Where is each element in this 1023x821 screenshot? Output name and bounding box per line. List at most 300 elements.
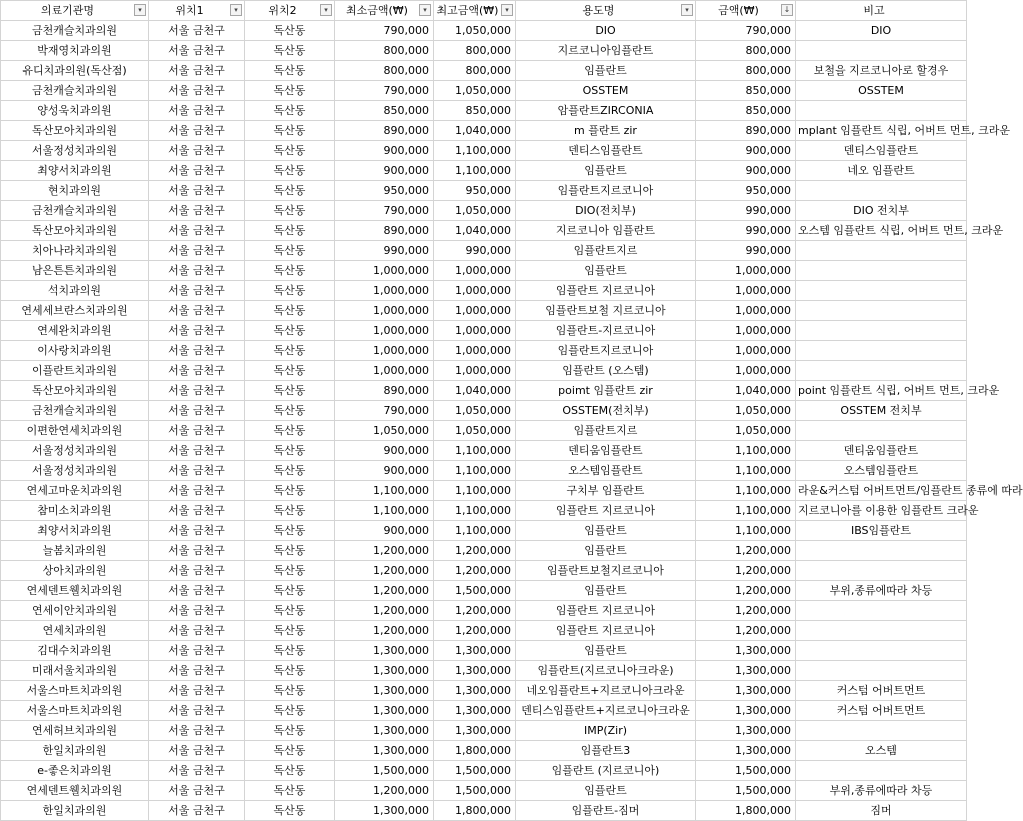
cell-institution[interactable]: 김대수치과의원 (1, 641, 149, 661)
cell-location1[interactable]: 서울 금천구 (149, 641, 245, 661)
cell-price[interactable]: 1,500,000 (696, 761, 796, 781)
cell-location1[interactable]: 서울 금천구 (149, 41, 245, 61)
cell-institution[interactable]: 이편한연세치과의원 (1, 421, 149, 441)
cell-usage[interactable]: 임플란트 (516, 61, 696, 81)
cell-usage[interactable]: 지르코니아임플란트 (516, 41, 696, 61)
cell-min-price[interactable]: 1,300,000 (335, 801, 434, 821)
cell-price[interactable]: 1,040,000 (696, 381, 796, 401)
cell-location1[interactable]: 서울 금천구 (149, 461, 245, 481)
cell-max-price[interactable]: 1,100,000 (434, 441, 516, 461)
cell-location1[interactable]: 서울 금천구 (149, 441, 245, 461)
cell-note[interactable]: DIO 전치부 (796, 201, 967, 221)
cell-min-price[interactable]: 890,000 (335, 381, 434, 401)
cell-max-price[interactable]: 850,000 (434, 101, 516, 121)
cell-location1[interactable]: 서울 금천구 (149, 501, 245, 521)
cell-note[interactable] (796, 301, 967, 321)
cell-institution[interactable]: 석치과의원 (1, 281, 149, 301)
cell-usage[interactable]: 구치부 임플란트 (516, 481, 696, 501)
cell-note[interactable]: 오스템 (796, 741, 967, 761)
cell-min-price[interactable]: 990,000 (335, 241, 434, 261)
cell-price[interactable]: 1,200,000 (696, 581, 796, 601)
cell-price[interactable]: 990,000 (696, 201, 796, 221)
cell-usage[interactable]: 임플란트 (지르코니아) (516, 761, 696, 781)
cell-institution[interactable]: 연세덴트웰치과의원 (1, 781, 149, 801)
cell-usage[interactable]: 임플란트 지르코니아 (516, 621, 696, 641)
cell-price[interactable]: 1,050,000 (696, 401, 796, 421)
filter-dropdown-icon[interactable]: ▾ (419, 4, 431, 16)
cell-min-price[interactable]: 1,000,000 (335, 281, 434, 301)
cell-min-price[interactable]: 1,000,000 (335, 361, 434, 381)
cell-location2[interactable]: 독산동 (245, 761, 335, 781)
cell-min-price[interactable]: 1,000,000 (335, 341, 434, 361)
cell-location2[interactable]: 독산동 (245, 621, 335, 641)
cell-max-price[interactable]: 1,050,000 (434, 81, 516, 101)
cell-price[interactable]: 850,000 (696, 101, 796, 121)
cell-min-price[interactable]: 890,000 (335, 121, 434, 141)
cell-max-price[interactable]: 1,000,000 (434, 261, 516, 281)
cell-max-price[interactable]: 800,000 (434, 41, 516, 61)
cell-location2[interactable]: 독산동 (245, 201, 335, 221)
cell-max-price[interactable]: 1,200,000 (434, 561, 516, 581)
cell-institution[interactable]: 금천캐슬치과의원 (1, 81, 149, 101)
cell-max-price[interactable]: 1,100,000 (434, 521, 516, 541)
cell-note[interactable] (796, 361, 967, 381)
cell-min-price[interactable]: 790,000 (335, 201, 434, 221)
cell-institution[interactable]: 늘봄치과의원 (1, 541, 149, 561)
cell-institution[interactable]: 서울정성치과의원 (1, 461, 149, 481)
cell-min-price[interactable]: 1,200,000 (335, 561, 434, 581)
cell-usage[interactable]: DIO(전치부) (516, 201, 696, 221)
cell-location2[interactable]: 독산동 (245, 221, 335, 241)
cell-price[interactable]: 1,300,000 (696, 701, 796, 721)
cell-usage[interactable]: 임플란트(지르코니아크라운) (516, 661, 696, 681)
cell-max-price[interactable]: 1,040,000 (434, 381, 516, 401)
cell-note[interactable]: OSSTEM 전치부 (796, 401, 967, 421)
cell-location2[interactable]: 독산동 (245, 361, 335, 381)
cell-price[interactable]: 1,200,000 (696, 601, 796, 621)
cell-location2[interactable]: 독산동 (245, 61, 335, 81)
cell-max-price[interactable]: 800,000 (434, 61, 516, 81)
cell-price[interactable]: 790,000 (696, 21, 796, 41)
cell-usage[interactable]: poimt 임플란트 zir (516, 381, 696, 401)
cell-note[interactable]: point 임플란트 식립, 어버트 먼트, 크라운 (796, 381, 967, 401)
filter-dropdown-icon[interactable]: ▾ (501, 4, 513, 16)
cell-min-price[interactable]: 1,200,000 (335, 781, 434, 801)
cell-location2[interactable]: 독산동 (245, 781, 335, 801)
cell-price[interactable]: 800,000 (696, 41, 796, 61)
cell-price[interactable]: 990,000 (696, 221, 796, 241)
cell-price[interactable]: 1,100,000 (696, 521, 796, 541)
cell-location1[interactable]: 서울 금천구 (149, 341, 245, 361)
cell-price[interactable]: 1,300,000 (696, 661, 796, 681)
cell-institution[interactable]: 서울정성치과의원 (1, 141, 149, 161)
cell-max-price[interactable]: 1,800,000 (434, 801, 516, 821)
cell-location2[interactable]: 독산동 (245, 21, 335, 41)
cell-usage[interactable]: 네오임플란트+지르코니아크라운 (516, 681, 696, 701)
cell-location2[interactable]: 독산동 (245, 101, 335, 121)
cell-usage[interactable]: 임플란트 (516, 541, 696, 561)
cell-price[interactable]: 1,000,000 (696, 281, 796, 301)
cell-min-price[interactable]: 900,000 (335, 141, 434, 161)
cell-max-price[interactable]: 1,050,000 (434, 401, 516, 421)
cell-usage[interactable]: OSSTEM (516, 81, 696, 101)
cell-price[interactable]: 1,300,000 (696, 641, 796, 661)
cell-price[interactable]: 990,000 (696, 241, 796, 261)
cell-usage[interactable]: 임플란트지르 (516, 241, 696, 261)
cell-note[interactable] (796, 341, 967, 361)
cell-min-price[interactable]: 1,300,000 (335, 681, 434, 701)
cell-usage[interactable]: 임플란트지르코니아 (516, 181, 696, 201)
cell-price[interactable]: 1,000,000 (696, 261, 796, 281)
cell-institution[interactable]: 금천캐슬치과의원 (1, 21, 149, 41)
cell-location2[interactable]: 독산동 (245, 801, 335, 821)
cell-note[interactable]: 짐머 (796, 801, 967, 821)
cell-institution[interactable]: 최양서치과의원 (1, 161, 149, 181)
cell-max-price[interactable]: 1,040,000 (434, 121, 516, 141)
cell-note[interactable]: 네오 임플란트 (796, 161, 967, 181)
cell-price[interactable]: 850,000 (696, 81, 796, 101)
cell-location2[interactable]: 독산동 (245, 601, 335, 621)
cell-note[interactable]: 부위,종류에따라 차등 (796, 781, 967, 801)
cell-usage[interactable]: 암플란트ZIRCONIA (516, 101, 696, 121)
cell-location2[interactable]: 독산동 (245, 661, 335, 681)
cell-min-price[interactable]: 1,100,000 (335, 481, 434, 501)
cell-min-price[interactable]: 1,200,000 (335, 581, 434, 601)
cell-price[interactable]: 900,000 (696, 141, 796, 161)
cell-max-price[interactable]: 1,500,000 (434, 761, 516, 781)
cell-max-price[interactable]: 1,200,000 (434, 601, 516, 621)
cell-location2[interactable]: 독산동 (245, 241, 335, 261)
cell-institution[interactable]: 독산모아치과의원 (1, 221, 149, 241)
cell-institution[interactable]: 최양서치과의원 (1, 521, 149, 541)
cell-location2[interactable]: 독산동 (245, 701, 335, 721)
cell-location2[interactable]: 독산동 (245, 81, 335, 101)
cell-institution[interactable]: 연세치과의원 (1, 621, 149, 641)
cell-location2[interactable]: 독산동 (245, 481, 335, 501)
cell-location1[interactable]: 서울 금천구 (149, 721, 245, 741)
cell-price[interactable]: 800,000 (696, 61, 796, 81)
cell-institution[interactable]: 박재영치과의원 (1, 41, 149, 61)
cell-location1[interactable]: 서울 금천구 (149, 681, 245, 701)
cell-max-price[interactable]: 1,500,000 (434, 781, 516, 801)
cell-location1[interactable]: 서울 금천구 (149, 661, 245, 681)
cell-institution[interactable]: 참미소치과의원 (1, 501, 149, 521)
cell-location2[interactable]: 독산동 (245, 41, 335, 61)
cell-price[interactable]: 1,100,000 (696, 501, 796, 521)
cell-usage[interactable]: 임플란트 (516, 261, 696, 281)
cell-price[interactable]: 1,100,000 (696, 441, 796, 461)
filter-dropdown-icon[interactable]: ▾ (134, 4, 146, 16)
cell-location1[interactable]: 서울 금천구 (149, 521, 245, 541)
cell-usage[interactable]: 임플란트 (516, 161, 696, 181)
cell-usage[interactable]: 임플란트3 (516, 741, 696, 761)
cell-max-price[interactable]: 1,050,000 (434, 421, 516, 441)
cell-note[interactable] (796, 641, 967, 661)
cell-note[interactable]: 라운&커스텀 어버트먼트/임플란트 종류에 따라 (796, 481, 967, 501)
cell-note[interactable]: DIO (796, 21, 967, 41)
cell-max-price[interactable]: 1,000,000 (434, 281, 516, 301)
cell-location1[interactable]: 서울 금천구 (149, 421, 245, 441)
cell-location2[interactable]: 독산동 (245, 681, 335, 701)
cell-max-price[interactable]: 1,100,000 (434, 501, 516, 521)
cell-note[interactable] (796, 261, 967, 281)
cell-location2[interactable]: 독산동 (245, 641, 335, 661)
cell-location2[interactable]: 독산동 (245, 301, 335, 321)
cell-note[interactable]: OSSTEM (796, 81, 967, 101)
cell-institution[interactable]: 유디치과의원(독산점) (1, 61, 149, 81)
cell-location1[interactable]: 서울 금천구 (149, 761, 245, 781)
filter-dropdown-icon[interactable]: ▾ (230, 4, 242, 16)
cell-max-price[interactable]: 1,300,000 (434, 701, 516, 721)
cell-location1[interactable]: 서울 금천구 (149, 781, 245, 801)
cell-max-price[interactable]: 1,300,000 (434, 681, 516, 701)
cell-price[interactable]: 950,000 (696, 181, 796, 201)
cell-min-price[interactable]: 800,000 (335, 41, 434, 61)
cell-max-price[interactable]: 1,100,000 (434, 461, 516, 481)
cell-note[interactable]: 부위,종류에따라 차등 (796, 581, 967, 601)
cell-usage[interactable]: 임플란트 (516, 581, 696, 601)
cell-usage[interactable]: 임플란트 (516, 781, 696, 801)
cell-min-price[interactable]: 1,300,000 (335, 661, 434, 681)
cell-min-price[interactable]: 890,000 (335, 221, 434, 241)
cell-usage[interactable]: 임플란트보철지르코니아 (516, 561, 696, 581)
cell-note[interactable]: 보철을 지르코니아로 할경우 (796, 61, 967, 81)
cell-note[interactable] (796, 321, 967, 341)
cell-price[interactable]: 1,300,000 (696, 741, 796, 761)
cell-location1[interactable]: 서울 금천구 (149, 81, 245, 101)
cell-location1[interactable]: 서울 금천구 (149, 741, 245, 761)
cell-min-price[interactable]: 1,000,000 (335, 321, 434, 341)
cell-note[interactable] (796, 721, 967, 741)
cell-max-price[interactable]: 1,100,000 (434, 141, 516, 161)
cell-note[interactable]: 덴티스임플란트 (796, 141, 967, 161)
cell-note[interactable]: 지르코니아를 이용한 임플란트 크라운 (796, 501, 967, 521)
cell-max-price[interactable]: 1,000,000 (434, 361, 516, 381)
cell-max-price[interactable]: 1,300,000 (434, 641, 516, 661)
cell-usage[interactable]: 임플란트-지르코니아 (516, 321, 696, 341)
cell-note[interactable]: 덴티움임플란트 (796, 441, 967, 461)
cell-note[interactable] (796, 561, 967, 581)
cell-location2[interactable]: 독산동 (245, 161, 335, 181)
cell-max-price[interactable]: 1,100,000 (434, 481, 516, 501)
cell-institution[interactable]: 치아나라치과의원 (1, 241, 149, 261)
cell-usage[interactable]: 임플란트 지르코니아 (516, 601, 696, 621)
cell-usage[interactable]: 임플란트-짐머 (516, 801, 696, 821)
cell-min-price[interactable]: 790,000 (335, 401, 434, 421)
cell-location1[interactable]: 서울 금천구 (149, 281, 245, 301)
cell-min-price[interactable]: 950,000 (335, 181, 434, 201)
cell-location1[interactable]: 서울 금천구 (149, 261, 245, 281)
cell-price[interactable]: 1,050,000 (696, 421, 796, 441)
cell-institution[interactable]: 금천캐슬치과의원 (1, 201, 149, 221)
cell-price[interactable]: 1,800,000 (696, 801, 796, 821)
cell-location1[interactable]: 서울 금천구 (149, 541, 245, 561)
cell-note[interactable] (796, 541, 967, 561)
cell-institution[interactable]: 한일치과의원 (1, 741, 149, 761)
cell-institution[interactable]: 서울정성치과의원 (1, 441, 149, 461)
cell-price[interactable]: 1,100,000 (696, 481, 796, 501)
cell-institution[interactable]: 양성욱치과의원 (1, 101, 149, 121)
cell-location1[interactable]: 서울 금천구 (149, 401, 245, 421)
cell-usage[interactable]: 임플란트 (오스템) (516, 361, 696, 381)
cell-min-price[interactable]: 1,300,000 (335, 741, 434, 761)
cell-usage[interactable]: 덴티움임플란트 (516, 441, 696, 461)
cell-institution[interactable]: 독산모아치과의원 (1, 121, 149, 141)
cell-institution[interactable]: 서울스마트치과의원 (1, 701, 149, 721)
cell-institution[interactable]: 연세세브란스치과의원 (1, 301, 149, 321)
cell-location2[interactable]: 독산동 (245, 461, 335, 481)
cell-location1[interactable]: 서울 금천구 (149, 321, 245, 341)
cell-price[interactable]: 1,500,000 (696, 781, 796, 801)
cell-location2[interactable]: 독산동 (245, 441, 335, 461)
cell-institution[interactable]: 연세고마운치과의원 (1, 481, 149, 501)
cell-usage[interactable]: DIO (516, 21, 696, 41)
cell-min-price[interactable]: 1,000,000 (335, 301, 434, 321)
cell-institution[interactable]: 서울스마트치과의원 (1, 681, 149, 701)
cell-institution[interactable]: 이플란트치과의원 (1, 361, 149, 381)
cell-price[interactable]: 1,000,000 (696, 321, 796, 341)
cell-note[interactable]: 커스텀 어버트먼트 (796, 681, 967, 701)
cell-max-price[interactable]: 990,000 (434, 241, 516, 261)
sort-filter-icon[interactable]: ↓ (781, 4, 793, 16)
cell-usage[interactable]: 임플란트지르 (516, 421, 696, 441)
cell-institution[interactable]: 미래서울치과의원 (1, 661, 149, 681)
cell-location1[interactable]: 서울 금천구 (149, 101, 245, 121)
cell-max-price[interactable]: 1,200,000 (434, 621, 516, 641)
cell-location1[interactable]: 서울 금천구 (149, 141, 245, 161)
cell-price[interactable]: 890,000 (696, 121, 796, 141)
cell-institution[interactable]: 이사랑치과의원 (1, 341, 149, 361)
cell-usage[interactable]: 임플란트 (516, 521, 696, 541)
cell-note[interactable] (796, 601, 967, 621)
cell-price[interactable]: 1,200,000 (696, 541, 796, 561)
cell-min-price[interactable]: 790,000 (335, 81, 434, 101)
cell-location1[interactable]: 서울 금천구 (149, 161, 245, 181)
cell-location2[interactable]: 독산동 (245, 721, 335, 741)
cell-note[interactable] (796, 621, 967, 641)
cell-max-price[interactable]: 1,050,000 (434, 201, 516, 221)
cell-location1[interactable]: 서울 금천구 (149, 201, 245, 221)
cell-location1[interactable]: 서울 금천구 (149, 301, 245, 321)
cell-usage[interactable]: IMP(Zir) (516, 721, 696, 741)
cell-usage[interactable]: 임플란트지르코니아 (516, 341, 696, 361)
cell-location2[interactable]: 독산동 (245, 541, 335, 561)
cell-min-price[interactable]: 1,300,000 (335, 641, 434, 661)
cell-min-price[interactable]: 1,200,000 (335, 541, 434, 561)
cell-location1[interactable]: 서울 금천구 (149, 801, 245, 821)
cell-location1[interactable]: 서울 금천구 (149, 561, 245, 581)
cell-min-price[interactable]: 800,000 (335, 61, 434, 81)
cell-institution[interactable]: 연세완치과의원 (1, 321, 149, 341)
cell-max-price[interactable]: 1,000,000 (434, 341, 516, 361)
filter-dropdown-icon[interactable]: ▾ (320, 4, 332, 16)
cell-location2[interactable]: 독산동 (245, 281, 335, 301)
cell-max-price[interactable]: 1,300,000 (434, 661, 516, 681)
cell-location2[interactable]: 독산동 (245, 321, 335, 341)
cell-usage[interactable]: 오스템임플란트 (516, 461, 696, 481)
cell-min-price[interactable]: 900,000 (335, 461, 434, 481)
cell-max-price[interactable]: 1,300,000 (434, 721, 516, 741)
cell-institution[interactable]: 독산모아치과의원 (1, 381, 149, 401)
cell-location1[interactable]: 서울 금천구 (149, 381, 245, 401)
cell-min-price[interactable]: 900,000 (335, 441, 434, 461)
cell-location2[interactable]: 독산동 (245, 521, 335, 541)
cell-price[interactable]: 1,000,000 (696, 341, 796, 361)
cell-location2[interactable]: 독산동 (245, 181, 335, 201)
cell-min-price[interactable]: 850,000 (335, 101, 434, 121)
cell-max-price[interactable]: 1,050,000 (434, 21, 516, 41)
cell-institution[interactable]: 금천캐슬치과의원 (1, 401, 149, 421)
cell-location2[interactable]: 독산동 (245, 141, 335, 161)
cell-min-price[interactable]: 900,000 (335, 161, 434, 181)
cell-note[interactable]: 오스템임플란트 (796, 461, 967, 481)
cell-min-price[interactable]: 1,100,000 (335, 501, 434, 521)
cell-price[interactable]: 1,100,000 (696, 461, 796, 481)
cell-min-price[interactable]: 1,200,000 (335, 621, 434, 641)
cell-usage[interactable]: 임플란트 지르코니아 (516, 501, 696, 521)
cell-max-price[interactable]: 1,000,000 (434, 321, 516, 341)
cell-location2[interactable]: 독산동 (245, 381, 335, 401)
cell-min-price[interactable]: 1,050,000 (335, 421, 434, 441)
cell-price[interactable]: 1,300,000 (696, 681, 796, 701)
cell-institution[interactable]: 상아치과의원 (1, 561, 149, 581)
cell-location2[interactable]: 독산동 (245, 341, 335, 361)
cell-min-price[interactable]: 1,000,000 (335, 261, 434, 281)
cell-min-price[interactable]: 1,300,000 (335, 721, 434, 741)
cell-location1[interactable]: 서울 금천구 (149, 21, 245, 41)
cell-location1[interactable]: 서울 금천구 (149, 121, 245, 141)
cell-usage[interactable]: 임플란트 지르코니아 (516, 281, 696, 301)
cell-institution[interactable]: 현치과의원 (1, 181, 149, 201)
cell-max-price[interactable]: 950,000 (434, 181, 516, 201)
cell-location1[interactable]: 서울 금천구 (149, 621, 245, 641)
cell-note[interactable] (796, 661, 967, 681)
cell-usage[interactable]: 지르코니아 임플란트 (516, 221, 696, 241)
cell-usage[interactable]: m 플란트 zir (516, 121, 696, 141)
cell-usage[interactable]: 임플란트 (516, 641, 696, 661)
cell-location1[interactable]: 서울 금천구 (149, 221, 245, 241)
cell-institution[interactable]: 한일치과의원 (1, 801, 149, 821)
cell-max-price[interactable]: 1,100,000 (434, 161, 516, 181)
cell-location1[interactable]: 서울 금천구 (149, 701, 245, 721)
cell-institution[interactable]: e-좋은치과의원 (1, 761, 149, 781)
cell-location2[interactable]: 독산동 (245, 421, 335, 441)
cell-institution[interactable]: 연세덴트웰치과의원 (1, 581, 149, 601)
cell-note[interactable] (796, 241, 967, 261)
cell-price[interactable]: 900,000 (696, 161, 796, 181)
cell-max-price[interactable]: 1,500,000 (434, 581, 516, 601)
cell-location1[interactable]: 서울 금천구 (149, 241, 245, 261)
cell-note[interactable]: 오스템 임플란트 식립, 어버트 먼트, 크라운 (796, 221, 967, 241)
cell-location1[interactable]: 서울 금천구 (149, 601, 245, 621)
cell-location2[interactable]: 독산동 (245, 561, 335, 581)
cell-max-price[interactable]: 1,200,000 (434, 541, 516, 561)
cell-location1[interactable]: 서울 금천구 (149, 481, 245, 501)
cell-price[interactable]: 1,000,000 (696, 361, 796, 381)
cell-min-price[interactable]: 900,000 (335, 521, 434, 541)
cell-usage[interactable]: OSSTEM(전치부) (516, 401, 696, 421)
cell-location1[interactable]: 서울 금천구 (149, 181, 245, 201)
cell-price[interactable]: 1,200,000 (696, 561, 796, 581)
cell-note[interactable] (796, 281, 967, 301)
cell-max-price[interactable]: 1,040,000 (434, 221, 516, 241)
cell-location2[interactable]: 독산동 (245, 121, 335, 141)
cell-location1[interactable]: 서울 금천구 (149, 581, 245, 601)
cell-max-price[interactable]: 1,800,000 (434, 741, 516, 761)
cell-note[interactable] (796, 101, 967, 121)
cell-price[interactable]: 1,300,000 (696, 721, 796, 741)
cell-note[interactable] (796, 41, 967, 61)
